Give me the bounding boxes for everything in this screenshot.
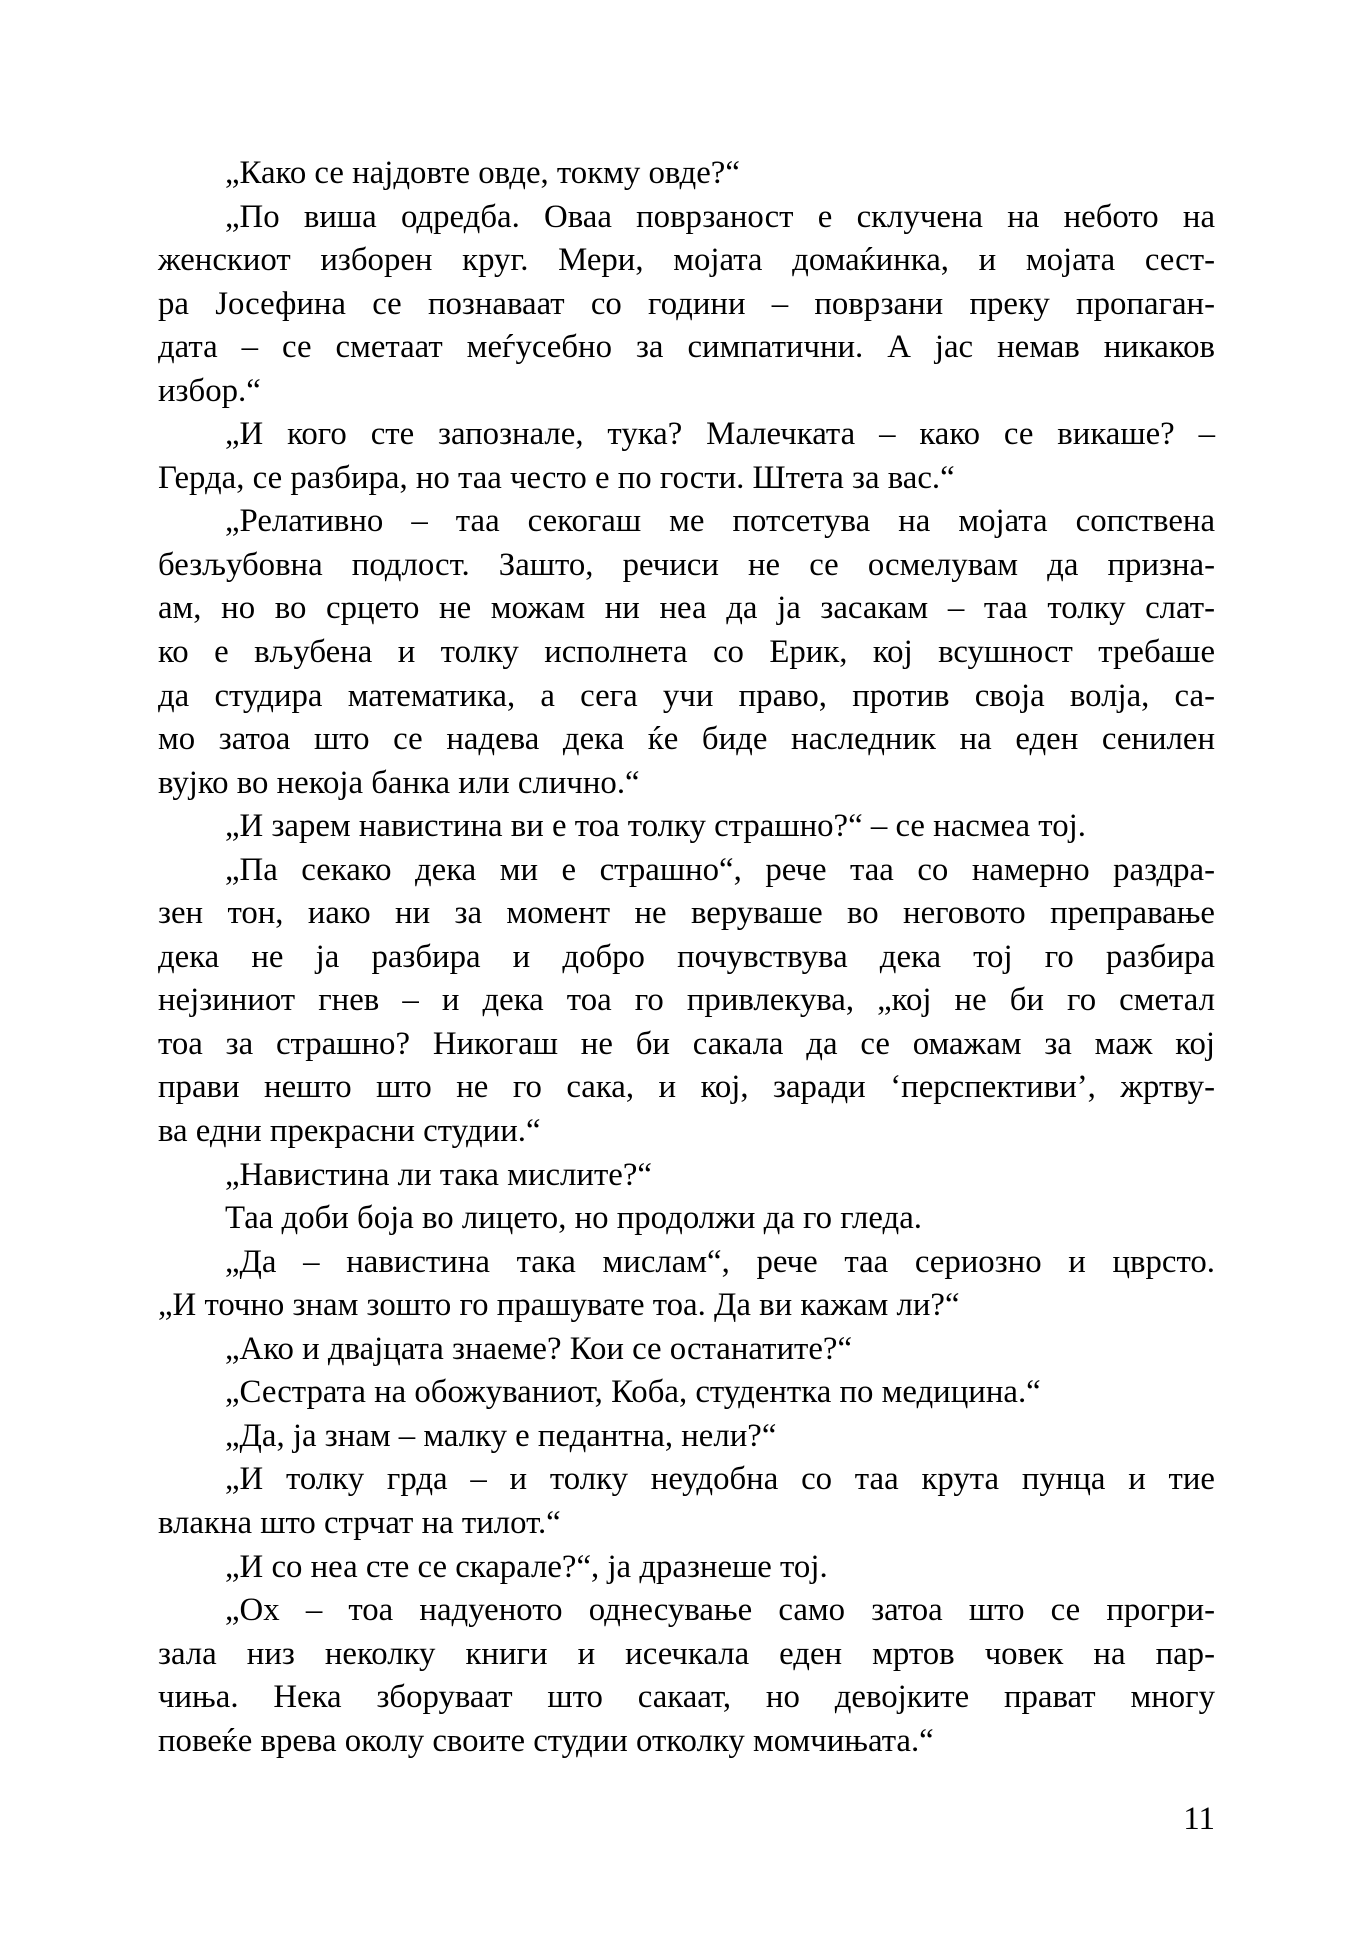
text-line: ко е вљубена и толку исполнета со Ерик, кој всушност требаше <box>158 634 1215 671</box>
text-line: „Сестрата на обожуваниот, Коба, студентка по медицина.“ <box>225 1374 1041 1411</box>
text-line: „Релативно – таа секогаш ме потсетува на мојата сопствена <box>225 503 1215 540</box>
text-line: „Да – навистина така мислам“, рече таа сериозно и цврсто. <box>225 1243 1215 1280</box>
text-line: „И точно знам зошто го прашувате тоа. Да ви кажам ли?“ <box>158 1287 960 1324</box>
text-line: ра Јосефина се познаваат со години – поврзани преку пропаган- <box>158 285 1215 322</box>
text-line: „Како се најдовте овде, токму овде?“ <box>225 155 740 191</box>
text-line: влакна што стрчат на тилот.“ <box>158 1504 561 1541</box>
text-line: „Ако и двајцата знаеме? Кои се останатите?“ <box>225 1330 853 1367</box>
text-line: тоа за страшно? Никогаш не би сакала да се омажам за маж кој <box>158 1025 1215 1062</box>
text-line: Герда, се разбира, но таа често е по гости. Штета за вас.“ <box>158 459 955 496</box>
text-line: вујко во некоја банка или слично.“ <box>158 764 640 801</box>
text-line: дата – се сметаат меѓусебно за симпатични. А јас немав никаков <box>158 329 1215 366</box>
text-line: чиња. Нека зборуваат што сакаат, но девојките прават многу <box>158 1679 1215 1716</box>
text-line: „По виша одредба. Оваа поврзаност е склучена на небото на <box>225 198 1215 235</box>
text-line: мо затоа што се надева дека ќе биде наследник на еден сенилен <box>158 721 1215 758</box>
page-number: 11 <box>1183 1801 1215 1837</box>
text-line: нејзиниот гнев – и дека тоа го привлекува, „кој не би го сметал <box>158 982 1215 1019</box>
text-line: повеќе врева околу своите студии отколку момчињата.“ <box>158 1722 934 1759</box>
text-block <box>158 152 1215 1763</box>
text-line: „И толку грда – и толку неудобна со таа крута пунца и тие <box>225 1461 1215 1498</box>
text-line: „И зарем навистина ви е тоа толку страшно?“ – се насмеа тој. <box>225 808 1086 845</box>
text-line: ам, но во срцето не можам ни неа да ја засакам – таа толку слат- <box>158 590 1215 627</box>
text-line: безљубовна подлост. Зашто, речиси не се осмелувам да призна- <box>158 546 1215 583</box>
text-line: дека не ја разбира и добро почувствува дека тој го разбира <box>158 938 1215 975</box>
text-line: зала низ неколку книги и исечкала еден мртов човек на пар- <box>158 1635 1215 1672</box>
text-line: „И кого сте запознале, тука? Малечката – како се викаше? – <box>225 416 1215 453</box>
text-line: женскиот изборен круг. Мери, мојата домаќинка, и мојата сест- <box>158 242 1215 279</box>
text-line: прави нешто што не го сака, и кој, заради ‘перспективи’, жртву- <box>158 1069 1215 1106</box>
text-line: избор.“ <box>158 372 261 409</box>
text-line: „Да, ја знам – малку е педантна, нели?“ <box>225 1417 777 1454</box>
text-line: Таа доби боја во лицето, но продолжи да го гледа. <box>225 1200 922 1237</box>
text-line: „Па секако дека ми е страшно“, рече таа со намерно раздра- <box>225 851 1215 888</box>
text-line: ва едни прекрасни студии.“ <box>158 1113 541 1150</box>
text-line: „И со неа сте се скарале?“, ја дразнеше тој. <box>225 1548 828 1585</box>
text-line: зен тон, иако ни за момент не веруваше во неговото преправање <box>158 895 1215 932</box>
text-line: „Ох – тоа надуеното однесување само затоа што се прогри- <box>225 1592 1215 1629</box>
text-line: да студира математика, а сега учи право, против своја волја, са- <box>158 677 1215 714</box>
text-line: „Навистина ли така мислите?“ <box>225 1156 652 1193</box>
